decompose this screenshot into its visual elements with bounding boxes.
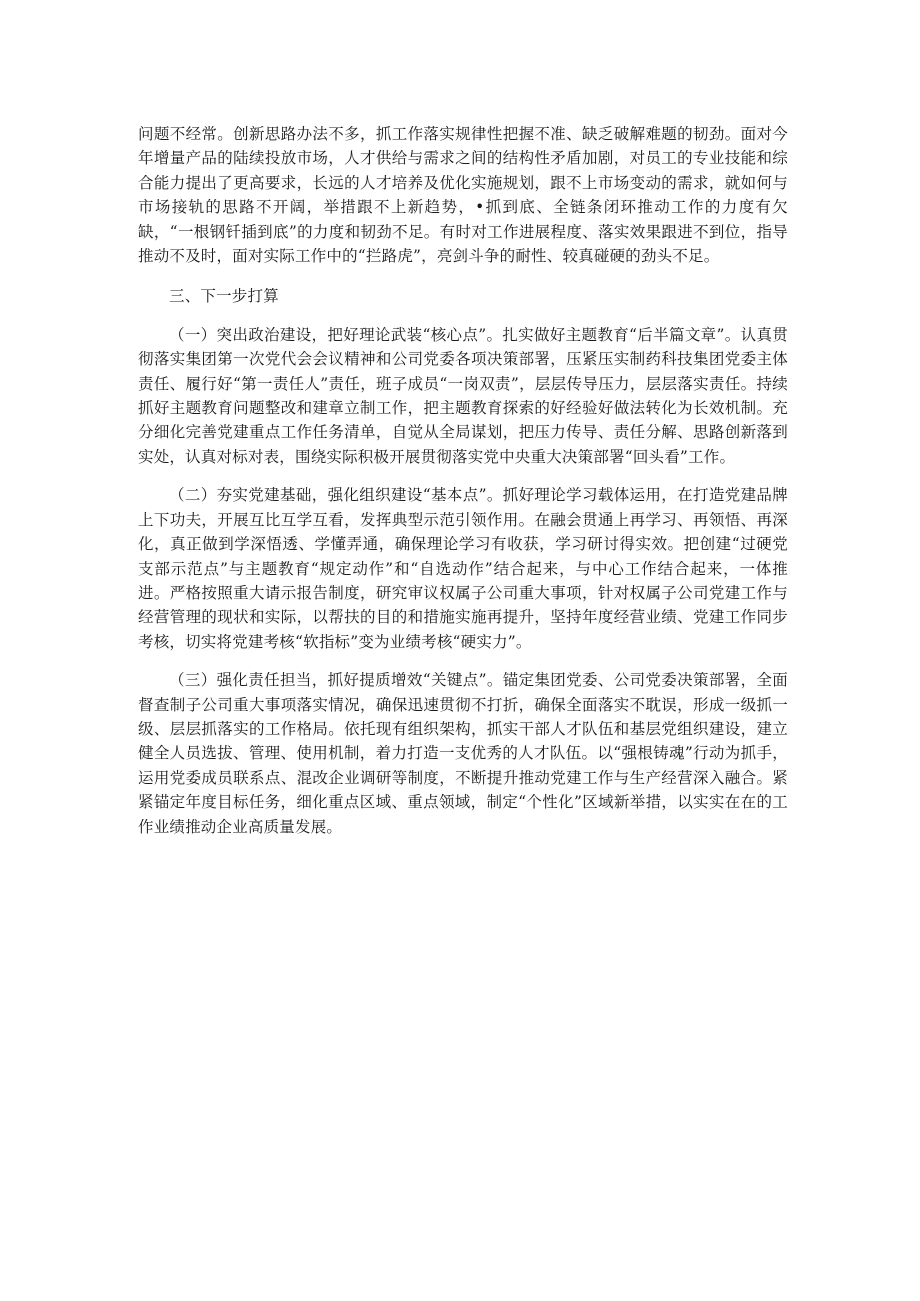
paragraph-responsibility: （三）强化责任担当，抓好提质增效“关键点”。锚定集团党委、公司党委决策部署，全面督查制子公司重大事项落实情况，确保迅速贯彻不打折，确保全面落实不耽误，形成一级抓一级、层层抓落实的工作格局。依托现有组织架构，抓实干部人才队伍和基层党组织建设，建立健全人员选拔、管理、使用机制，着力打造一支优秀的人才队伍。以“强根铸魂”行动为抓手，运用党委成员联系点、混改企业调研等制度，不断提升推动党建工作与生产经营深入融合。紧紧锚定年度目标任务，细化重点区域、重点领域，制定“个性化”区域新举措，以实实在在的工作业绩推动企业高质量发展。 xyxy=(138,671,788,836)
paragraph-political-construction: （一）突出政治建设，把好理论武装“核心点”。扎实做好主题教育“后半篇文章”。认真贯彻落实集团第一次党代会会议精神和公司党委各项决策部署，压紧压实制药科技集团党委主体责任、履行好“第一责任人”责任，班子成员“一岗双责”，层层传导压力，层层落实责任。持续抓好主题教育问题整改和建章立制工作，把主题教育探索的好经验好做法转化为长效机制。充分细化完善党建重点工作任务清单，自觉从全局谋划，把压力传导、责任分解、思路创新落到实处，认真对标对表，围绕实际积极开展贯彻落实党中央重大决策部署“回头看”工作。 xyxy=(138,325,788,466)
section-heading-next-steps: 三、下一步打算 xyxy=(169,287,279,306)
paragraph-party-foundation: （二）夯实党建基础，强化组织建设“基本点”。抓好理论学习载体运用，在打造党建品牌上下功夫，开展互比互学互看，发挥典型示范引领作用。在融会贯通上再学习、再领悟、再深化，真正做到学深悟透、学懂弄通，确保理论学习有收获，学习研讨得实效。把创建“过硬党支部示范点”与主题教育“规定动作”和“自选动作”结合起来，与中心工作结合起来，一体推进。严格按照重大请示报告制度，研究审议权属子公司重大事项，针对权属子公司党建工作与经营管理的现状和实际，以帮扶的目的和措施实施再提升，坚持年度经营业绩、党建工作同步考核，切实将党建考核“软指标”变为业绩考核“硬实力”。 xyxy=(138,486,788,651)
paragraph-continuation: 问题不经常。创新思路办法不多，抓工作落实规律性把握不准、缺乏破解难题的韧劲。面对今年增量产品的陆续投放市场，人才供给与需求之间的结构性矛盾加剧，对员工的专业技能和综合能力提出了更高要求，长远的人才培养及优化实施规划，跟不上市场变动的需求，就如何与市场接轨的思路不开阔，举措跟不上新趋势，•抓到底、全链条闭环推动工作的力度有欠缺，“一根钢钎插到底”的力度和韧劲不足。有时对工作进展程度、落实效果跟进不到位，指导推动不及时，面对实际工作中的“拦路虎”，亮剑斗争的耐性、较真碰硬的劲头不足。 xyxy=(138,125,788,266)
document-body xyxy=(138,122,788,839)
